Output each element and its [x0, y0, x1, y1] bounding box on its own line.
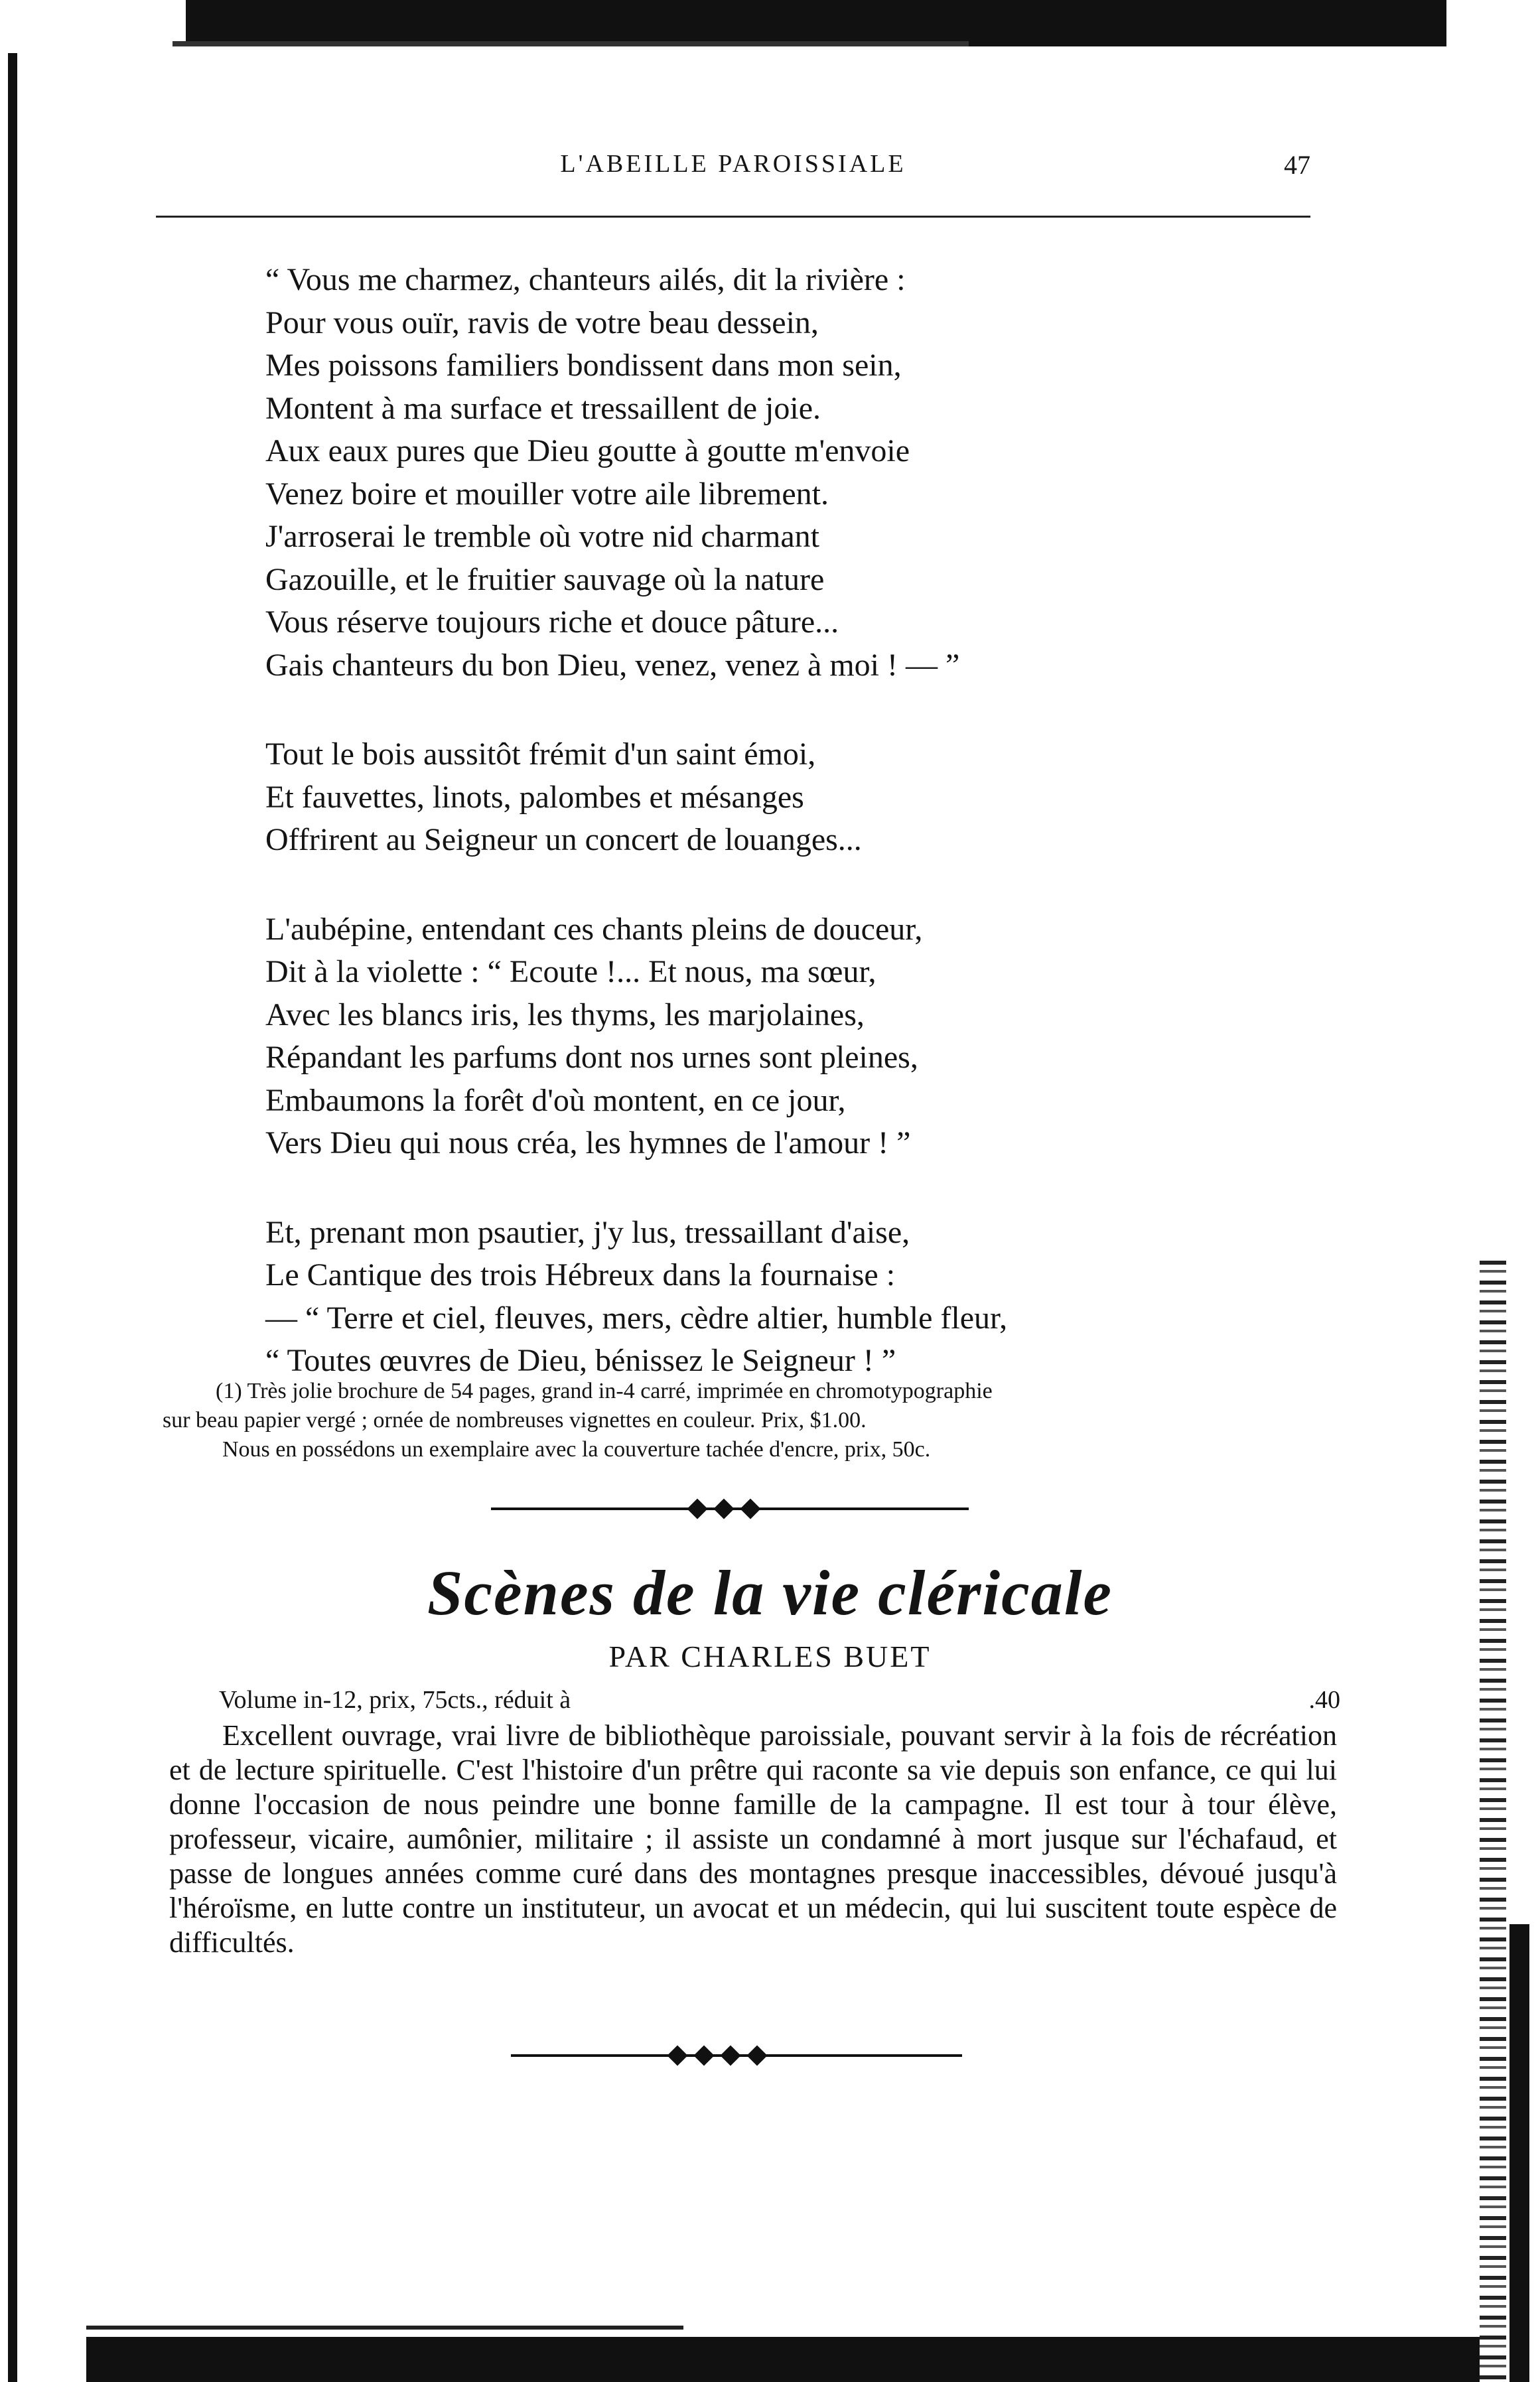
running-title: L'ABEILLE PAROISSIALE — [560, 150, 906, 178]
poem-line: Gazouille, et le fruitier sauvage où la nature — [265, 561, 825, 597]
poem-line: Répandant les parfums dont nos urnes sont pleines, — [265, 1040, 918, 1075]
footnote-line: sur beau papier vergé ; ornée de nombreuses vignettes en couleur. Prix, $1.00. — [163, 1408, 867, 1433]
stanza — [265, 908, 1300, 1165]
poem-line: Le Cantique des trois Hébreux dans la fournaise : — [265, 1257, 896, 1293]
ornament-diamond-icon — [713, 1498, 734, 1519]
section-title: Scènes de la vie cléricale — [427, 1557, 1113, 1628]
footnote — [163, 1377, 1317, 1464]
poem-line: Et fauvettes, linots, palombes et mésanges — [265, 779, 804, 815]
section-author: PAR CHARLES BUET — [608, 1640, 932, 1673]
poem-line: Venez boire et mouiller votre aile librement. — [265, 476, 829, 512]
poem-line: “ Toutes œuvres de Dieu, bénissez le Seigneur ! ” — [265, 1343, 896, 1378]
ornament-divider — [511, 2048, 962, 2064]
poem-line: J'arroserai le tremble où votre nid charmant — [265, 519, 819, 554]
ornament-divider — [491, 1501, 969, 1517]
poem-line: Aux eaux pures que Dieu goutte à goutte m'envoie — [265, 433, 910, 468]
footnote-line: Nous en possédons un exemplaire avec la couverture tachée d'encre, prix, 50c. — [222, 1437, 931, 1462]
scan-border-top — [186, 0, 1446, 46]
poem-line: Embaumons la forêt d'où montent, en ce jour, — [265, 1082, 846, 1118]
poem-line: L'aubépine, entendant ces chants pleins de douceur, — [265, 911, 923, 947]
footnote-line: (1) Très jolie brochure de 54 pages, grand in-4 carré, imprimée en chromotypographie — [216, 1379, 993, 1403]
review-text: Excellent ouvrage, vrai livre de bibliothèque paroissiale, pouvant servir à la fois de récréation et de lecture spirituelle. C'est l'histoire d'un prêtre qui raconte sa vie depuis son enfance, ce qui lui donne l'occasion de nous peindre une bonne famille de la campagne. Il est tour à tour élève, professeur, vicaire, aumônier, militaire ; il assiste un condamné à mort jusque sur l'échafaud, et passe de longues années comme curé dans des montagnes presque inaccessibles, dévoué jusqu'à l'héroïsme, en lutte contre un instituteur, un avocat et un médecin, qui lui suscitent toute espèce de difficultés. — [169, 1719, 1337, 1959]
scan-edge-right-dark — [1509, 1924, 1529, 2382]
stanza — [265, 1212, 1300, 1383]
poem-line: Mes poissons familiers bondissent dans mon sein, — [265, 348, 902, 383]
page-header — [156, 149, 1310, 196]
ornament-diamond-icon — [667, 2045, 687, 2066]
ornament-diamond-icon — [687, 1498, 707, 1519]
poem-line: — “ Terre et ciel, fleuves, mers, cèdre altier, humble fleur, — [265, 1300, 1008, 1336]
scan-border-left — [8, 53, 17, 2382]
poem-line: Montent à ma surface et tressaillent de joie. — [265, 390, 821, 426]
poem-line: Avec les blancs iris, les thyms, les marjolaines, — [265, 997, 865, 1032]
stanza — [265, 733, 1300, 862]
poem-line: Vous réserve toujours riche et douce pâture... — [265, 604, 839, 640]
poem-line: Tout le bois aussitôt frémit d'un saint émoi, — [265, 736, 816, 772]
poem-line: Gais chanteurs du bon Dieu, venez, venez à moi ! — ” — [265, 647, 960, 683]
ornament-diamond-icon — [693, 2045, 714, 2066]
scan-edge-right — [1480, 1261, 1506, 2382]
ornament-diamond-icon — [720, 2045, 740, 2066]
scan-border-bottom-thin — [86, 2326, 683, 2330]
poem-line: Offrirent au Seigneur un concert de louanges... — [265, 822, 862, 857]
page-number: 47 — [1284, 150, 1310, 180]
header-rule — [156, 216, 1310, 218]
price-value: .40 — [1308, 1686, 1340, 1714]
poem-line: Dit à la violette : “ Ecoute !... Et nous, ma sœur, — [265, 954, 876, 989]
review-paragraph — [169, 1718, 1337, 1960]
ornament-diamond-icon — [746, 2045, 767, 2066]
scan-border-top-thin — [173, 41, 969, 46]
ornament-diamond-icon — [740, 1498, 760, 1519]
price-label: Volume in-12, prix, 75cts., réduit à — [219, 1686, 571, 1714]
poem-line: Vers Dieu qui nous créa, les hymnes de l'amour ! ” — [265, 1125, 911, 1160]
stanza — [265, 259, 1300, 687]
price-row — [219, 1685, 1340, 1718]
poem-line: “ Vous me charmez, chanteurs ailés, dit la rivière : — [265, 262, 906, 297]
poem-line: Et, prenant mon psautier, j'y lus, tressaillant d'aise, — [265, 1214, 910, 1250]
scan-border-bottom — [86, 2337, 1480, 2382]
poem-line: Pour vous ouïr, ravis de votre beau dessein, — [265, 305, 819, 340]
poem — [265, 259, 1300, 1429]
